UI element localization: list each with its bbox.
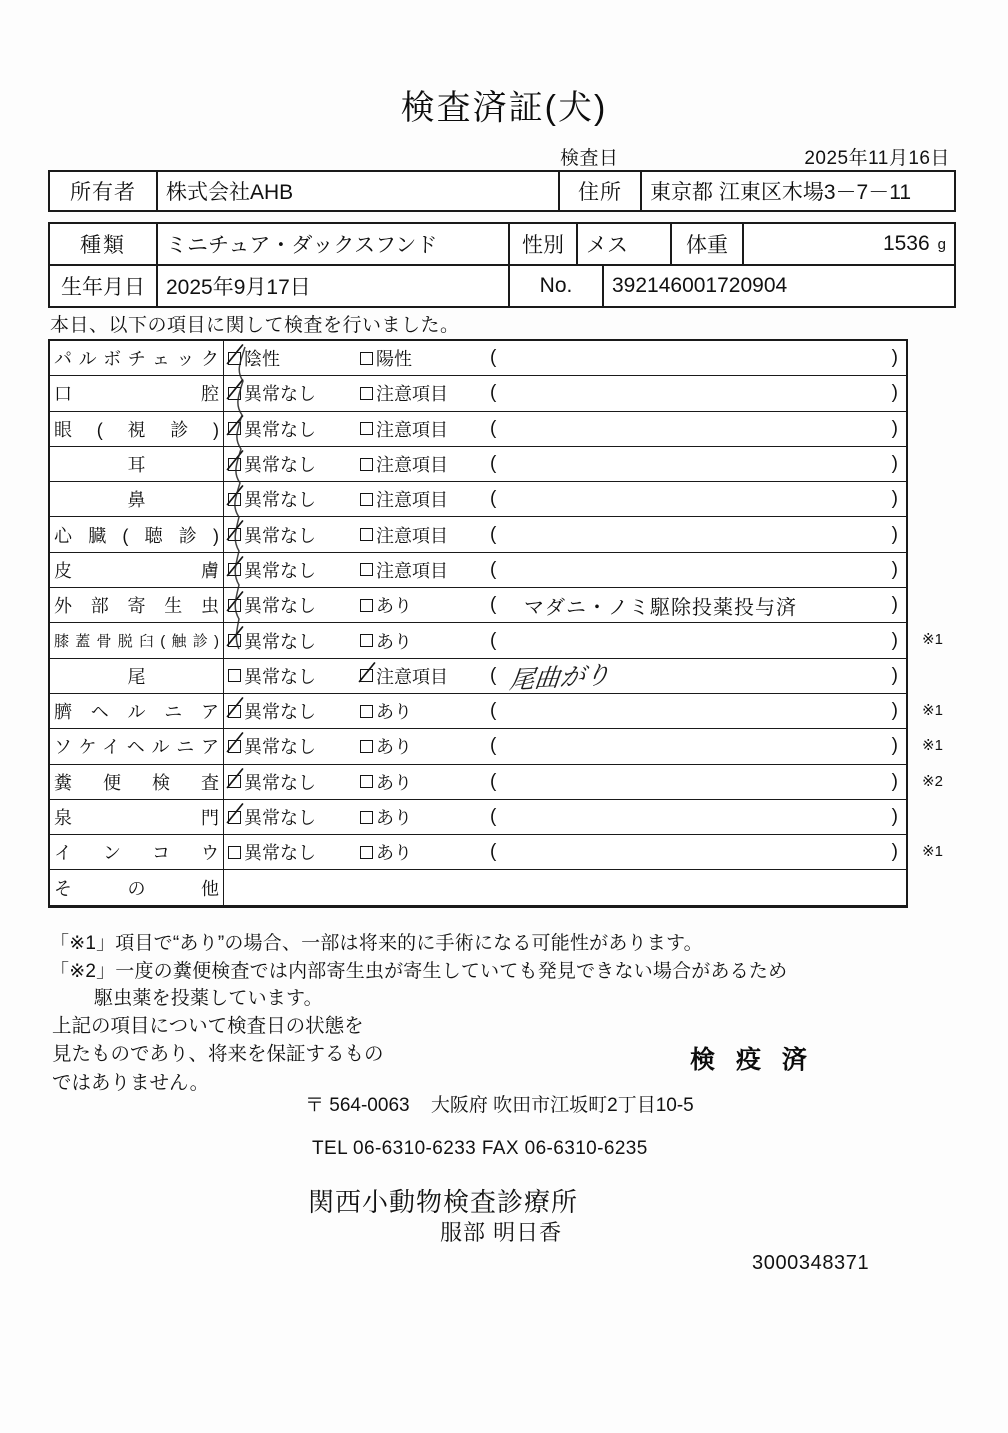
owner-label: 所有者 <box>50 172 158 210</box>
checkbox-option-label: 異常なし <box>244 666 316 687</box>
checklist-row-label <box>50 800 224 834</box>
clinic-name: 関西小動物検査診療所 <box>308 1187 579 1217</box>
checkbox-option-primary[interactable] <box>228 769 316 795</box>
checkbox-option-primary[interactable] <box>228 663 316 689</box>
footnote-marker: ※2 <box>922 772 943 790</box>
checklist-row <box>50 482 906 517</box>
remark-paren-close: ) <box>891 735 898 757</box>
checkbox-icon[interactable] <box>360 563 373 576</box>
checkbox-option-secondary[interactable] <box>360 663 448 689</box>
remark-paren-open: ( <box>490 417 497 439</box>
checklist-row-label <box>50 659 224 693</box>
checkbox-icon[interactable] <box>360 775 373 788</box>
clinic-address-text: 大阪府 吹田市江坂町2丁目10-5 <box>430 1095 694 1116</box>
checklist-row-body <box>224 694 906 728</box>
footnotes <box>50 930 787 1013</box>
checkbox-icon[interactable] <box>228 493 241 506</box>
checkbox-option-primary[interactable] <box>228 380 316 406</box>
remark-paren-open: ( <box>490 558 497 580</box>
remark-paren-close: ) <box>891 488 898 510</box>
checkbox-option-label: あり <box>376 808 412 828</box>
clinic-address <box>305 1090 694 1117</box>
checkbox-option-label: あり <box>376 843 412 864</box>
breed-value: ミニチュア・ダックスフンド <box>158 224 510 264</box>
owner-table <box>48 170 956 212</box>
checkbox-icon[interactable] <box>360 352 373 365</box>
checklist-label-text: 外部寄生虫 <box>54 596 219 617</box>
checklist-row-label <box>50 517 224 551</box>
exam-date-row <box>560 143 950 170</box>
remark-paren-open: ( <box>490 806 497 827</box>
microchip-no-value: 392146001720904 <box>612 274 788 297</box>
checkbox-option-secondary[interactable] <box>360 698 412 724</box>
checkbox-icon[interactable] <box>228 458 241 471</box>
checkbox-option-primary[interactable] <box>228 628 316 654</box>
exam-date-label: 検査日 <box>560 148 619 169</box>
checkbox-option-primary[interactable] <box>228 416 316 442</box>
checkbox-option-label: 注意項目 <box>376 666 448 687</box>
checklist-row <box>50 412 906 447</box>
checkbox-option-secondary[interactable] <box>360 522 448 548</box>
remark-paren-open: ( <box>490 735 497 757</box>
checklist-row-body <box>224 517 906 551</box>
checklist-row <box>50 623 943 658</box>
footnote-1: 「※1」項目で“あり”の場合、一部は将来的に手術になる可能性があります。 <box>50 933 703 954</box>
checklist-row-body <box>224 623 906 657</box>
footnote-marker: ※1 <box>922 843 943 861</box>
checkbox-icon[interactable] <box>360 528 373 541</box>
checkbox-option-primary[interactable] <box>228 486 316 512</box>
remark-paren-close: ) <box>891 453 898 475</box>
checklist-row-label <box>50 729 224 763</box>
checklist-row-label <box>50 765 224 799</box>
checkbox-option-label: 異常なし <box>244 596 316 617</box>
checkbox-option-label: 注意項目 <box>376 455 448 476</box>
remark-paren-open: ( <box>490 841 497 863</box>
checkbox-icon[interactable] <box>228 669 241 682</box>
checklist-row-body <box>224 412 906 446</box>
checkbox-icon[interactable] <box>228 352 241 365</box>
address-value: 東京都 江東区木場3－7－11 <box>650 181 911 204</box>
checkbox-option-secondary[interactable] <box>360 839 412 865</box>
checkbox-option-primary[interactable] <box>228 698 316 724</box>
remark-paren-open: ( <box>490 347 497 369</box>
checkbox-icon[interactable] <box>360 740 373 753</box>
checkbox-option-primary[interactable] <box>228 557 316 583</box>
remark-paren-close: ) <box>891 417 898 439</box>
remark-paren-close: ) <box>891 629 898 651</box>
checkbox-option-primary[interactable] <box>228 522 316 548</box>
remark-paren-open: ( <box>490 770 497 792</box>
checkbox-icon[interactable] <box>360 846 373 859</box>
weight-value-cell <box>744 224 954 264</box>
remark-paren-open: ( <box>490 488 497 510</box>
checkbox-option-label: 異常なし <box>244 843 316 864</box>
checkbox-icon[interactable] <box>228 599 241 612</box>
footnote-2: 「※2」一度の糞便検査では内部寄生虫が寄生していても発見できない場合があるため <box>50 960 788 982</box>
checklist-row-body <box>224 341 906 375</box>
checklist-row <box>50 447 906 482</box>
checkbox-icon[interactable] <box>360 634 373 647</box>
footnote-marker: ※1 <box>922 737 943 755</box>
checklist-row-body <box>224 447 906 481</box>
remark-paren-open: ( <box>490 664 497 686</box>
checkbox-option-label: 異常なし <box>244 560 316 581</box>
checklist-row <box>50 588 906 623</box>
inspection-checklist-table <box>48 339 943 908</box>
serial-number: 3000348371 <box>752 1252 870 1274</box>
clinic-zip: 〒 564-0063 <box>305 1095 410 1116</box>
checklist-label-text: 耳 <box>127 455 146 476</box>
checkbox-icon[interactable] <box>360 422 373 435</box>
remark-paren-close: ) <box>891 347 898 369</box>
checkbox-option-secondary[interactable] <box>360 345 412 371</box>
checkbox-option-secondary[interactable] <box>360 733 412 759</box>
checkbox-option-secondary[interactable] <box>360 804 412 830</box>
checklist-label-text: 泉門 <box>54 808 219 828</box>
checklist-label-text: 尾 <box>127 666 146 687</box>
intro-text: 本日、以下の項目に関して検査を行いました。 <box>50 315 460 336</box>
checklist-label-text: 糞便検査 <box>54 772 219 793</box>
checklist-row-body <box>224 659 906 693</box>
footnote-marker: ※1 <box>922 701 943 719</box>
checkbox-option-secondary[interactable] <box>360 416 448 442</box>
remark-paren-open: ( <box>490 629 497 651</box>
checkbox-option-label: 異常なし <box>244 490 316 511</box>
checklist-row <box>50 729 943 764</box>
disclaimer-line-2: 見たものであり、将来を保証するもの <box>52 1043 384 1066</box>
weight-label: 体重 <box>672 224 744 264</box>
checklist-row <box>50 376 906 411</box>
checkbox-option-secondary[interactable] <box>360 380 448 406</box>
checkbox-option-label: あり <box>376 631 412 652</box>
checklist-row <box>50 553 906 588</box>
checkbox-option-secondary[interactable] <box>360 769 412 795</box>
sex-value: メス <box>578 224 672 264</box>
checklist-row-label <box>50 553 224 587</box>
checklist-row-label <box>50 412 224 446</box>
remark-paren-open: ( <box>490 453 497 475</box>
checkbox-option-label: あり <box>376 702 412 723</box>
checkbox-option-primary[interactable] <box>228 592 316 618</box>
owner-value: 株式会社AHB <box>158 172 560 210</box>
weight-value: 1536 <box>882 232 930 255</box>
checklist-row <box>50 341 906 376</box>
checkbox-icon[interactable] <box>360 669 373 682</box>
checklist-label-text: パルボチェック <box>54 349 219 370</box>
checklist-row-body <box>224 835 906 869</box>
disclaimer <box>52 1012 384 1097</box>
checkbox-icon[interactable] <box>228 422 241 435</box>
checklist-label-text: ソケイヘルニア <box>54 737 219 758</box>
checkbox-option-label: 異常なし <box>244 772 316 793</box>
checklist-row <box>50 870 906 905</box>
checkbox-option-label: 異常なし <box>244 737 316 758</box>
checkbox-icon[interactable] <box>228 563 241 576</box>
checklist-row <box>50 765 943 800</box>
checkbox-option-label: 異常なし <box>244 525 316 546</box>
checkbox-icon[interactable] <box>228 634 241 647</box>
checklist-label-text: 膝蓋骨脱臼(触診) <box>54 633 219 651</box>
checkbox-option-label: あり <box>376 772 412 793</box>
checklist-row-label <box>50 341 224 375</box>
address-label: 住所 <box>560 172 642 210</box>
checkbox-icon[interactable] <box>228 705 241 718</box>
checkbox-option-secondary[interactable] <box>360 628 412 654</box>
checkbox-option-label: あり <box>376 596 412 617</box>
checkbox-option-label: 異常なし <box>244 455 316 476</box>
checkbox-option-label: 異常なし <box>244 808 316 828</box>
footnote-marker: ※1 <box>922 631 943 649</box>
remark-paren-close: ) <box>891 700 898 722</box>
pet-row-breed <box>50 224 954 266</box>
checkbox-option-label: 注意項目 <box>376 490 448 511</box>
remark-paren-close: ) <box>891 594 898 616</box>
remark-paren-close: ) <box>891 841 898 863</box>
checklist-label-text: インコウ <box>54 843 219 864</box>
checklist-row-body <box>224 800 906 834</box>
checklist-row <box>50 659 906 694</box>
checklist-row-label <box>50 482 224 516</box>
checkbox-option-label: 異常なし <box>244 419 316 440</box>
page-title: 検査済証(犬) <box>400 89 608 127</box>
quarantine-stamp: 検 疫 済 <box>690 1046 814 1074</box>
remark-paren-close: ) <box>891 664 898 686</box>
breed-label: 種類 <box>50 224 158 264</box>
checklist-row <box>50 800 906 835</box>
checkbox-option-label: 注意項目 <box>376 419 448 440</box>
checklist-row <box>50 694 943 729</box>
remark-paren-close: ) <box>891 382 898 404</box>
checkbox-option-label: 異常なし <box>244 631 316 652</box>
checklist-row-body <box>224 729 906 763</box>
checkbox-icon[interactable] <box>360 493 373 506</box>
remark-paren-close: ) <box>891 558 898 580</box>
dob-value: 2025年9月17日 <box>158 266 510 306</box>
handwritten-remark: 尾曲がり <box>507 660 612 695</box>
exam-date-value: 2025年11月16日 <box>804 148 950 169</box>
remark-paren-close: ) <box>891 523 898 545</box>
checklist-row-label <box>50 623 224 657</box>
checkbox-option-primary[interactable] <box>228 804 316 830</box>
checklist-row-body <box>224 376 906 410</box>
checkbox-icon[interactable] <box>360 811 373 824</box>
checkbox-icon[interactable] <box>228 740 241 753</box>
checklist-row-label <box>50 588 224 622</box>
checklist-row-body <box>224 765 906 799</box>
checkbox-option-primary[interactable] <box>228 451 316 477</box>
checkbox-option-label: あり <box>376 737 412 758</box>
remark-paren-close: ) <box>891 806 898 827</box>
checkbox-option-secondary[interactable] <box>360 486 448 512</box>
checkbox-option-secondary[interactable] <box>360 557 448 583</box>
checklist-label-text: 心臓(聴診) <box>54 525 219 546</box>
checkbox-icon[interactable] <box>228 387 241 400</box>
checkbox-option-label: 異常なし <box>244 702 316 723</box>
checkbox-icon[interactable] <box>360 599 373 612</box>
checklist-label-text: 臍ヘルニア <box>54 702 219 723</box>
checklist-row <box>50 517 906 552</box>
checklist-row-label <box>50 835 224 869</box>
checklist-label-text: 口腔 <box>54 384 219 405</box>
pet-info-table <box>48 222 956 308</box>
checklist-label-text: その他 <box>54 878 219 899</box>
checkbox-icon[interactable] <box>228 528 241 541</box>
dob-label: 生年月日 <box>50 266 158 306</box>
pet-row-dob <box>50 266 954 306</box>
checklist-label-text: 皮膚 <box>54 560 219 581</box>
checklist-row-label <box>50 447 224 481</box>
checkbox-option-primary[interactable] <box>228 839 316 865</box>
checkbox-option-label: 注意項目 <box>376 560 448 581</box>
checkbox-option-secondary[interactable] <box>360 451 448 477</box>
checklist-row-label <box>50 376 224 410</box>
checkbox-option-label: 異常なし <box>244 384 316 405</box>
checkbox-icon[interactable] <box>228 811 241 824</box>
checkbox-icon[interactable] <box>360 458 373 471</box>
checkbox-option-label: 陰性 <box>244 349 280 370</box>
disclaimer-line-3: ではありません。 <box>52 1071 210 1094</box>
checkbox-icon[interactable] <box>228 846 241 859</box>
checklist-row <box>50 835 943 870</box>
remark-paren-open: ( <box>490 700 497 722</box>
checklist-label-text: 眼(視診) <box>54 419 219 440</box>
remark-note-text: マダニ・ノミ駆除投薬投与済 <box>524 596 797 619</box>
checkbox-icon[interactable] <box>360 705 373 718</box>
weight-unit: g <box>937 235 946 253</box>
clinic-veterinarian-name: 服部 明日香 <box>440 1220 563 1245</box>
checkbox-option-label: 陽性 <box>376 349 412 370</box>
checkbox-icon[interactable] <box>360 387 373 400</box>
checklist-label-text: 鼻 <box>127 490 146 511</box>
remark-paren-open: ( <box>490 523 497 545</box>
checkbox-option-secondary[interactable] <box>360 592 412 618</box>
checkbox-option-label: 注意項目 <box>376 525 448 546</box>
disclaimer-line-1: 上記の項目について検査日の状態を <box>52 1015 364 1037</box>
sex-label: 性別 <box>510 224 578 264</box>
remark-paren-close: ) <box>891 770 898 792</box>
checkbox-icon[interactable] <box>228 775 241 788</box>
checkbox-option-primary[interactable] <box>228 345 280 371</box>
checkbox-option-label: 注意項目 <box>376 384 448 405</box>
footnote-2-cont: 駆虫薬を投薬しています。 <box>94 988 323 1010</box>
checklist-row-body <box>224 870 906 904</box>
checklist-row-body <box>224 588 906 622</box>
microchip-no-label: No. <box>510 266 604 306</box>
checklist-row-body <box>224 553 906 587</box>
checklist-row-body <box>224 482 906 516</box>
remark-paren-open: ( <box>490 382 497 404</box>
clinic-tel-fax: TEL 06-6310-6233 FAX 06-6310-6235 <box>312 1138 648 1159</box>
remark-paren-open: ( <box>490 594 497 616</box>
checkbox-option-primary[interactable] <box>228 733 316 759</box>
checklist-row-label <box>50 694 224 728</box>
checklist-row-label <box>50 870 224 904</box>
